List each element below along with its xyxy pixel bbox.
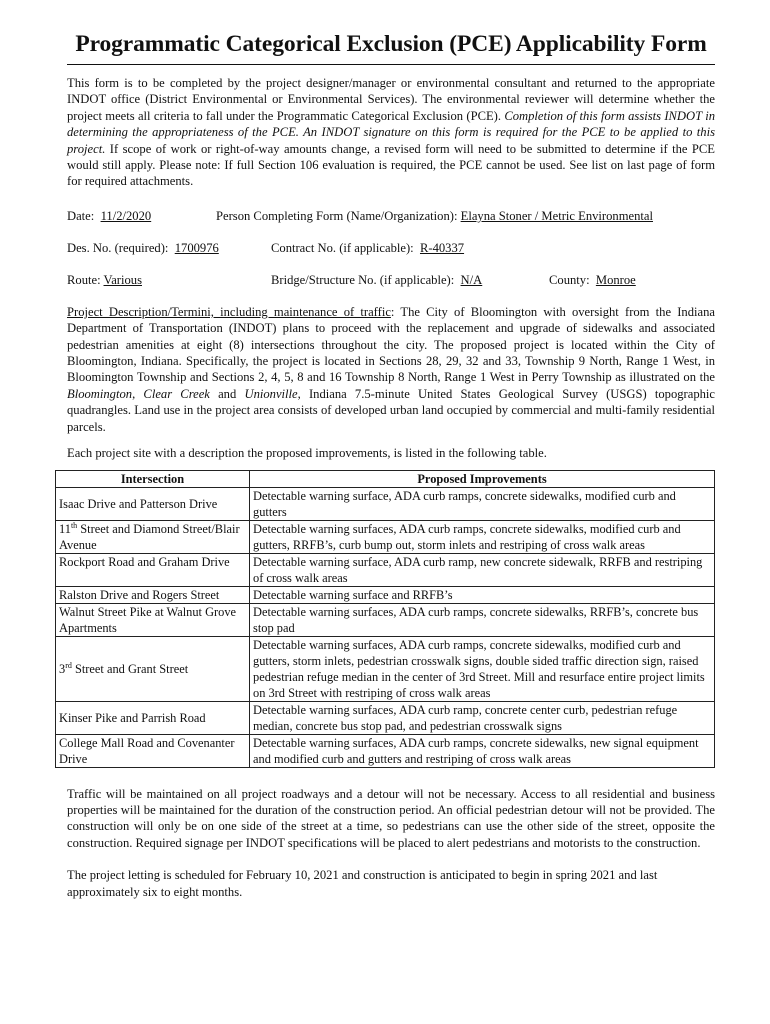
date-field xyxy=(67,208,151,224)
contract-label: Contract No. (if applicable): xyxy=(271,240,414,255)
route-field xyxy=(67,272,142,288)
intro-text-1: This form is to be completed by the project designer/manager or environmental consultant and returned to the appropriate INDOT office (District Environmental or Environmental Services). The environmental reviewer will determine whether the project meets all criteria to fall under the Programmatic Categorical Exclusion (PCE). xyxy=(67,76,715,123)
table-intro: Each project site with a description the proposed improvements, is listed in the following table. xyxy=(67,446,547,461)
letting-paragraph: The project letting is scheduled for February 10, 2021 and construction is anticipated to begin in spring 2021 and last approximately six to eight months. xyxy=(67,868,658,899)
contract-value: R-40337 xyxy=(419,240,465,255)
description-label: Project Description/Termini, including maintenance of traffic xyxy=(67,304,391,319)
intersection-number: 3 xyxy=(59,661,66,676)
improvements-cell: Detectable warning surface, ADA curb ramp, new concrete sidewalk, RRFB and restriping of cross walk areas xyxy=(250,553,715,586)
date-row xyxy=(67,208,715,224)
date-value: 11/2/2020 xyxy=(100,208,152,223)
route-label: Route: xyxy=(67,272,101,287)
table-row xyxy=(56,734,715,767)
table-row xyxy=(56,586,715,603)
table-row xyxy=(56,701,715,734)
intersection-cell: College Mall Road and Covenanter Drive xyxy=(56,734,250,767)
person-field xyxy=(216,208,653,224)
bridge-field xyxy=(271,272,482,288)
contract-field xyxy=(271,240,464,256)
project-description xyxy=(67,304,715,435)
intersection-cell: Rockport Road and Graham Drive xyxy=(56,553,250,586)
intersection-cell xyxy=(56,520,250,553)
improvements-cell: Detectable warning surfaces, ADA curb ramp, concrete center curb, pedestrian refuge median, concrete bus stop pad, and pedestrian crosswalk signs xyxy=(250,701,715,734)
intersection-name: Street and Diamond Street/Blair Avenue xyxy=(59,521,240,552)
des-field xyxy=(67,240,219,256)
quad-unionville: Unionville xyxy=(244,386,298,401)
improvements-cell: Detectable warning surface, ADA curb ramps, concrete sidewalks, modified curb and gutters xyxy=(250,487,715,520)
improvements-cell: Detectable warning surface and RRFB’s xyxy=(250,586,715,603)
des-row xyxy=(67,240,715,256)
person-label: Person Completing Form (Name/Organization): xyxy=(216,208,458,223)
intersection-number: 11 xyxy=(59,521,71,536)
description-text-2: , Indiana 7.5-minute United States Geological Survey (USGS) topographic quadrangles. Land use in the project area consists of developed urban land occupied by commercial and multi-family residential parcels. xyxy=(67,386,716,434)
form-title: Programmatic Categorical Exclusion (PCE) Applicability Form xyxy=(75,31,707,57)
traffic-paragraph: Traffic will be maintained on all project roadways and a detour will not be necessary. Access to all residential and business properties will be maintained for the duration of the construction period. An official pedestrian detour will not be provided. The construction will only be on one side of the street at a time, so pedestrians can use the other side of the street, opposite the construction. Required signage per INDOT specifications will be placed to alert pedestrians and motorists to the construction. xyxy=(67,786,715,850)
table-row xyxy=(56,487,715,520)
quad-clear-creek: Clear Creek xyxy=(143,386,210,401)
intro-paragraph xyxy=(67,75,715,190)
improvements-cell: Detectable warning surfaces, ADA curb ramps, concrete sidewalks, RRFB’s, concrete bus stop pad xyxy=(250,603,715,636)
county-label: County: xyxy=(549,272,590,287)
improvements-cell: Detectable warning surfaces, ADA curb ramps, concrete sidewalks, new signal equipment and modified curb and gutters and restriping of cross walk areas xyxy=(250,734,715,767)
table-row xyxy=(56,520,715,553)
table-row xyxy=(56,603,715,636)
des-value: 1700976 xyxy=(174,240,219,255)
bridge-value: N/A xyxy=(460,272,483,287)
person-value: Elayna Stoner / Metric Environmental xyxy=(460,208,653,223)
intro-text-2: If scope of work or right-of-way amounts change, a revised form will need to be submitted to determine if the PCE would still apply. Please note: If full Section 106 evaluation is required, the PCE cannot be used. See list on last page of form for required attachments. xyxy=(67,141,715,189)
intersection-cell: Ralston Drive and Rogers Street xyxy=(56,586,250,603)
route-row xyxy=(67,272,715,288)
bridge-label: Bridge/Structure No. (if applicable): xyxy=(271,272,455,287)
improvements-cell: Detectable warning surfaces, ADA curb ramps, concrete sidewalks, modified curb and gutters, storm inlets, pedestrian crosswalk signs, double sided traffic direction sign, raised pedestrian refuge median in the center of 3rd Street. Mill and resurface entire project limits on 3rd Street with restriping of cross walk areas xyxy=(250,636,715,701)
table-row xyxy=(56,553,715,586)
description-sep-2: and xyxy=(209,386,245,401)
quad-bloomington: Bloomington xyxy=(67,386,133,401)
header-proposed-improvements: Proposed Improvements xyxy=(250,470,715,487)
title-rule xyxy=(67,64,715,65)
intersection-name: Street and Grant Street xyxy=(71,661,189,676)
pce-form-page xyxy=(59,28,716,900)
intersection-cell xyxy=(56,636,250,701)
intersection-cell: Isaac Drive and Patterson Drive xyxy=(56,487,250,520)
improvements-table xyxy=(55,470,715,768)
ordinal-suffix: th xyxy=(70,520,78,530)
county-field xyxy=(549,272,636,288)
description-sep-1: , xyxy=(132,386,144,401)
description-text-1: : The City of Bloomington with oversight from the Indiana Department of Transportation (INDOT) plans to proceed with the replacement and upgrade of sidewalks and associated pedestrian amenities at eight (8) intersections throughout the city. The proposed project is located within the City of Bloomington, Indiana. Specifically, the project is located in Sections 28, 29, 32 and 33, Township 9 North, Range 1 West, in Bloomington Township and Sections 2, 4, 5, 8 and 16 Township 8 North, Range 1 West in Perry Township as illustrated on the xyxy=(67,304,715,385)
des-label: Des. No. (required): xyxy=(67,240,169,255)
intersection-cell: Walnut Street Pike at Walnut Grove Apartments xyxy=(56,603,250,636)
county-value: Monroe xyxy=(595,272,636,287)
header-intersection: Intersection xyxy=(56,470,250,487)
date-label: Date: xyxy=(67,208,95,223)
route-value: Various xyxy=(103,272,142,287)
ordinal-suffix: rd xyxy=(65,660,72,670)
intro-italic-text: Completion of this form assists INDOT in determining the appropriateness of the PCE. An INDOT signature on this form is required for the PCE to be applied to this project. xyxy=(67,108,715,156)
table-header-row xyxy=(56,470,715,487)
table-row xyxy=(56,636,715,701)
improvements-cell: Detectable warning surfaces, ADA curb ramps, concrete sidewalks, modified curb and gutters, RRFB’s, curb bump out, storm inlets and restriping of cross walk areas xyxy=(250,520,715,553)
intersection-cell: Kinser Pike and Parrish Road xyxy=(56,701,250,734)
